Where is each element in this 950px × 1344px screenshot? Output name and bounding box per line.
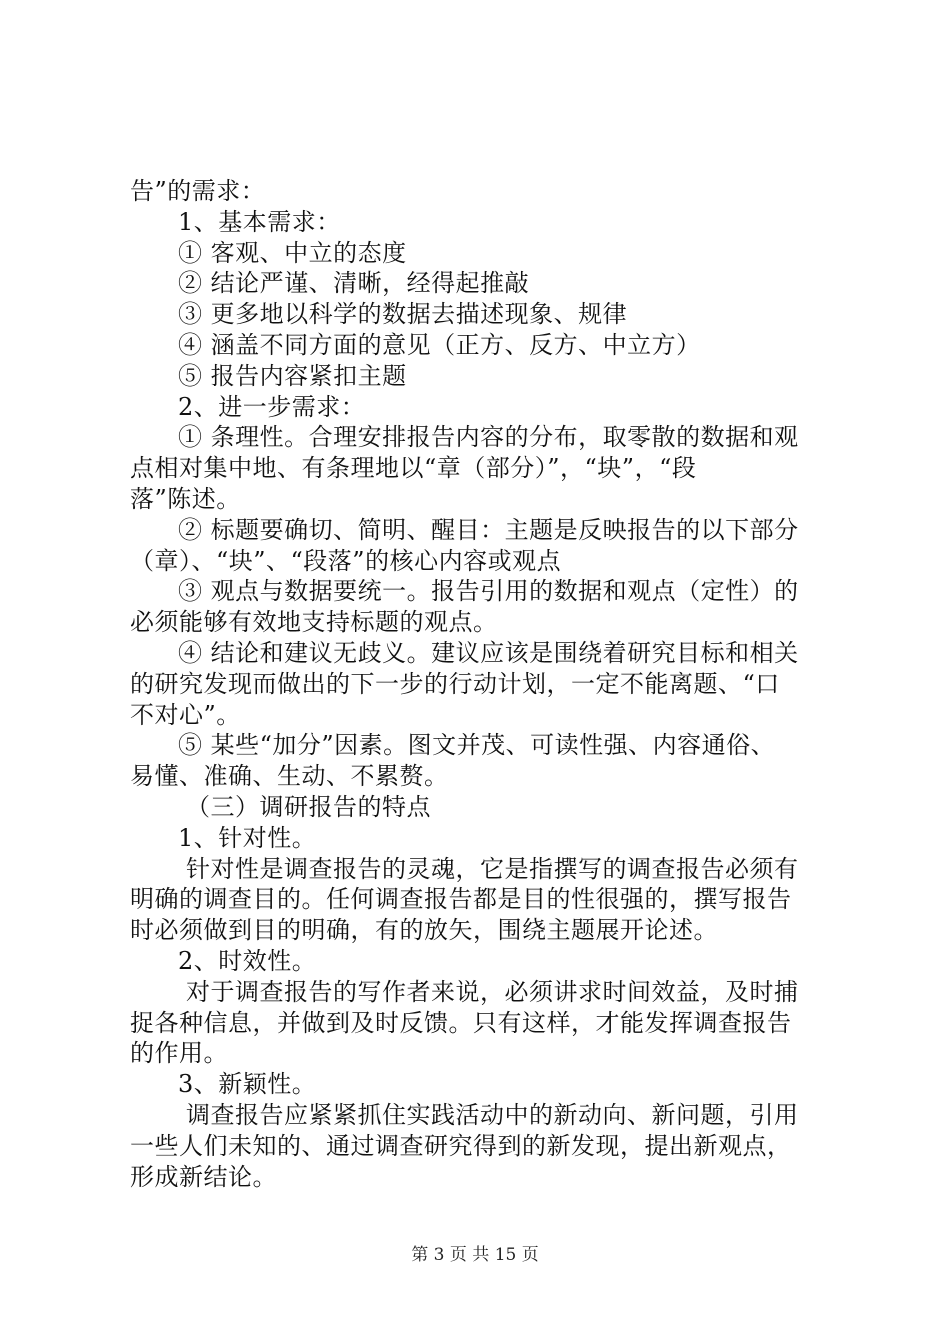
text-line: ① 客观、中立的态度 — [178, 238, 407, 267]
page-footer: 第 3 页 共 15 页 — [411, 1245, 539, 1265]
text-line: 明确的调查目的。任何调查报告都是目的性很强的，撰写报告 — [130, 885, 792, 914]
text-line: 1、针对性。 — [178, 823, 317, 852]
text-line: ⑤ 某些“加分”因素。图文并茂、可读性强、内容通俗、 — [178, 731, 776, 760]
text-line: 的作用。 — [130, 1039, 228, 1068]
text-line: ② 结论严谨、清晰，经得起推敲 — [178, 269, 530, 298]
text-line: 必须能够有效地支持标题的观点。 — [130, 608, 498, 637]
text-line: 2、时效性。 — [178, 946, 317, 975]
text-line: 落”陈述。 — [130, 484, 241, 513]
text-line: 点相对集中地、有条理地以“章（部分）”，“块”，“段 — [130, 454, 697, 483]
text-line: ④ 结论和建议无歧义。建议应该是围绕着研究目标和相关 — [178, 638, 799, 667]
text-line: ① 条理性。合理安排报告内容的分布，取零散的数据和观 — [178, 423, 799, 452]
text-line: 3、新颖性。 — [178, 1070, 317, 1099]
text-line: 不对心”。 — [130, 700, 241, 729]
text-line: ⑤ 报告内容紧扣主题 — [178, 361, 407, 390]
text-line: 告”的需求： — [130, 177, 266, 205]
text-line: 时必须做到目的明确，有的放矢，围绕主题展开论述。 — [130, 916, 718, 945]
text-line: 2、进一步需求： — [178, 392, 366, 421]
text-line: 形成新结论。 — [130, 1162, 277, 1191]
text-line: （三）调研报告的特点 — [186, 792, 431, 821]
text-line: 针对性是调查报告的灵魂，它是指撰写的调查报告必须有 — [186, 854, 799, 883]
text-line: 易懂、准确、生动、不累赘。 — [130, 762, 449, 791]
text-line: 的研究发现而做出的下一步的行动计划，一定不能离题、“口 — [130, 669, 780, 698]
text-line: 一些人们未知的、通过调查研究得到的新发现，提出新观点， — [130, 1131, 792, 1160]
text-line: ③ 更多地以科学的数据去描述现象、规律 — [178, 300, 628, 329]
text-line: ② 标题要确切、简明、醒目：主题是反映报告的以下部分 — [178, 515, 799, 544]
text-line: 对于调查报告的写作者来说，必须讲求时间效益，及时捕 — [186, 977, 799, 1006]
text-line: 1、基本需求： — [178, 207, 341, 236]
text-line: 调查报告应紧紧抓住实践活动中的新动向、新问题，引用 — [186, 1100, 799, 1129]
text-line: ③ 观点与数据要统一。报告引用的数据和观点（定性）的 — [178, 577, 799, 606]
text-line: ④ 涵盖不同方面的意见（正方、反方、中立方） — [178, 330, 701, 359]
text-line: （章）、“块”、“段落”的核心内容或观点 — [130, 546, 562, 575]
text-line: 捉各种信息，并做到及时反馈。只有这样，才能发挥调查报告 — [130, 1008, 792, 1037]
document-body — [130, 176, 830, 1192]
